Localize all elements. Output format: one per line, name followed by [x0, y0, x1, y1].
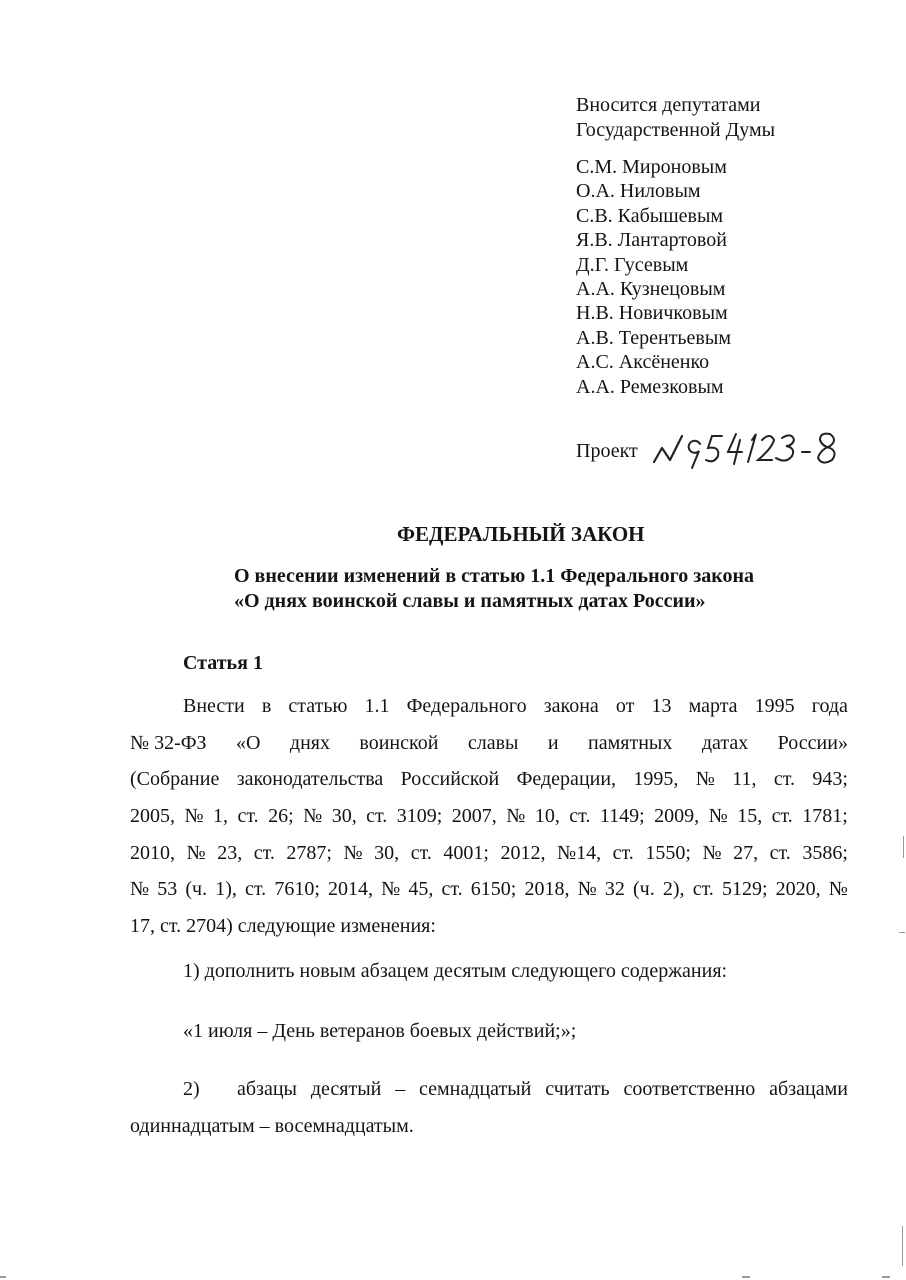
- deputy-name: О.А. Ниловым: [576, 180, 701, 203]
- word: 3586;: [802, 841, 848, 864]
- word: 1550;: [645, 841, 691, 864]
- deputy-name: Н.В. Новичковым: [576, 302, 728, 325]
- scan-mark: [0, 1276, 6, 1278]
- word: 30,: [374, 841, 400, 864]
- word: 1149;: [599, 805, 645, 828]
- word: №: [702, 841, 722, 864]
- word: считать: [545, 1078, 610, 1100]
- word: 26;: [268, 805, 294, 828]
- word: 2014,: [328, 878, 374, 901]
- deputy-name: А.С. Аксёненко: [576, 351, 710, 374]
- word: 2787;: [286, 841, 332, 864]
- article-heading: Статья 1: [183, 652, 263, 674]
- deputy-name: Я.В. Лантартовой: [576, 229, 727, 252]
- word: памятных: [588, 731, 673, 754]
- law-subject-line: О внесении изменений в статью 1.1 Федерального закона: [234, 565, 755, 587]
- word: 10,: [534, 805, 560, 828]
- word: России»: [777, 731, 848, 754]
- word: ст.: [441, 878, 463, 901]
- word: (Собрание: [130, 768, 220, 791]
- deputies-list: [576, 155, 731, 399]
- word: ст.: [771, 805, 793, 828]
- paragraph-line: одиннадцатым – восемнадцатым.: [130, 1114, 414, 1137]
- deputy-name: А.А. Кузнецовым: [576, 278, 726, 301]
- word: №: [506, 805, 526, 828]
- word: №14,: [557, 841, 602, 864]
- paragraph-line: [130, 835, 848, 872]
- word: 30,: [331, 805, 357, 828]
- word: (ч.: [185, 878, 208, 901]
- word: воинской: [359, 731, 439, 754]
- word: 13: [651, 695, 672, 717]
- deputy-name: С.М. Мироновым: [576, 156, 727, 178]
- scan-mark: [742, 1276, 750, 1278]
- word: №: [708, 805, 728, 828]
- word: 1781;: [802, 805, 848, 828]
- word: 5129;: [721, 878, 768, 901]
- word: ст.: [410, 841, 432, 864]
- word: ст.: [769, 841, 791, 864]
- introducers-line: Государственной Думы: [576, 118, 776, 141]
- word: Федерации,: [516, 768, 617, 791]
- word: и: [547, 731, 559, 754]
- word: ст.: [612, 841, 634, 864]
- word: ст.: [253, 841, 275, 864]
- deputy-name: Д.Г. Гусевым: [576, 253, 689, 276]
- word: датах: [701, 731, 749, 754]
- word: 2018,: [524, 878, 570, 901]
- paragraph-line: [130, 761, 848, 798]
- deputy-name: А.В. Терентьевым: [576, 326, 731, 349]
- word: законодательства: [236, 768, 384, 791]
- paragraph-line: [130, 798, 848, 835]
- word: семнадцатый: [419, 1078, 532, 1100]
- item-2-number: 2): [183, 1078, 200, 1100]
- word: абзацы: [237, 1078, 297, 1100]
- deputy-name: А.А. Ремезковым: [576, 375, 724, 398]
- word: 45,: [408, 878, 434, 901]
- amendment-item-2: [130, 1071, 848, 1144]
- paragraph-line: [130, 725, 848, 762]
- word: 27,: [733, 841, 759, 864]
- word: №: [184, 805, 204, 828]
- word: 2005,: [130, 805, 175, 828]
- introducers-line: Вносится депутатами: [576, 94, 761, 116]
- word: 23,: [217, 841, 243, 864]
- project-label: Проект: [576, 440, 638, 462]
- word: №: [130, 878, 150, 901]
- word: ст.: [569, 805, 591, 828]
- word: ст.: [773, 768, 796, 791]
- article-paragraph: [130, 688, 848, 945]
- amendment-item-1: 1) дополнить новым абзацем десятым следующего содержания:: [183, 960, 728, 982]
- item-2-first-line: [130, 1071, 848, 1108]
- word: славы: [467, 731, 519, 754]
- word: №: [343, 841, 363, 864]
- word: ст.: [237, 805, 259, 828]
- word: «О: [236, 731, 261, 754]
- word: десятый: [310, 1078, 382, 1100]
- word: Российской: [400, 768, 500, 791]
- word: марта: [688, 695, 738, 717]
- word: (ч.: [633, 878, 655, 901]
- deputy-name: С.В. Кабышевым: [576, 204, 724, 227]
- word: 3109;: [396, 805, 443, 828]
- word: 32: [604, 878, 625, 901]
- word: закона: [543, 695, 599, 717]
- paragraph-line: [237, 1071, 848, 1108]
- word: статью: [288, 695, 348, 717]
- word: Федерального: [406, 695, 527, 717]
- word: –: [395, 1078, 406, 1100]
- word: 15,: [737, 805, 763, 828]
- word: днях: [289, 731, 330, 754]
- scan-mark: [902, 1226, 903, 1266]
- word: 1),: [215, 878, 237, 901]
- introducers-block: [576, 93, 775, 142]
- word: №: [186, 841, 206, 864]
- word: №: [303, 805, 323, 828]
- word: 6150;: [470, 878, 517, 901]
- word: в: [261, 695, 272, 717]
- word: 2010,: [130, 841, 175, 864]
- scan-mark: [899, 932, 905, 933]
- word: ст.: [366, 805, 388, 828]
- word: соответственно: [623, 1078, 756, 1100]
- word: 4001;: [443, 841, 489, 864]
- project-block: [576, 424, 856, 474]
- document-type-title: ФЕДЕРАЛЬНЫЙ ЗАКОН: [397, 522, 645, 546]
- law-subject-line: «О днях воинской славы и памятных датах России»: [234, 590, 706, 612]
- law-subject: [234, 564, 754, 614]
- handwritten-project-number: [648, 424, 848, 472]
- scan-mark: [903, 836, 904, 858]
- word: от: [615, 695, 635, 717]
- word: года: [811, 695, 848, 717]
- word: №: [577, 878, 597, 901]
- word: 53: [157, 878, 178, 901]
- word: 1995,: [633, 768, 679, 791]
- word: 2007,: [451, 805, 497, 828]
- word: 943;: [812, 768, 848, 791]
- word: 1,: [213, 805, 229, 828]
- word: абзацами: [769, 1078, 848, 1100]
- word: Внести: [183, 695, 245, 717]
- word: №: [381, 878, 401, 901]
- word: 2012,: [500, 841, 546, 864]
- word: № 32-ФЗ: [130, 731, 207, 754]
- scan-mark: [882, 1276, 890, 1278]
- paragraph-line: [130, 871, 848, 908]
- word: 1.1: [364, 695, 390, 717]
- word: №: [828, 878, 848, 901]
- word: 1995: [754, 695, 795, 717]
- amendment-quote: «1 июля – День ветеранов боевых действий;»;: [183, 1020, 577, 1042]
- word: 2020,: [775, 878, 821, 901]
- word: 2),: [662, 878, 685, 901]
- word: 2009,: [654, 805, 700, 828]
- word: 7610;: [274, 878, 320, 901]
- word: ст.: [245, 878, 267, 901]
- paragraph-line: [130, 688, 848, 725]
- word: ст.: [692, 878, 714, 901]
- word: №: [695, 768, 715, 791]
- paragraph-line: 17, ст. 2704) следующие изменения:: [130, 915, 436, 938]
- word: 11,: [732, 768, 757, 791]
